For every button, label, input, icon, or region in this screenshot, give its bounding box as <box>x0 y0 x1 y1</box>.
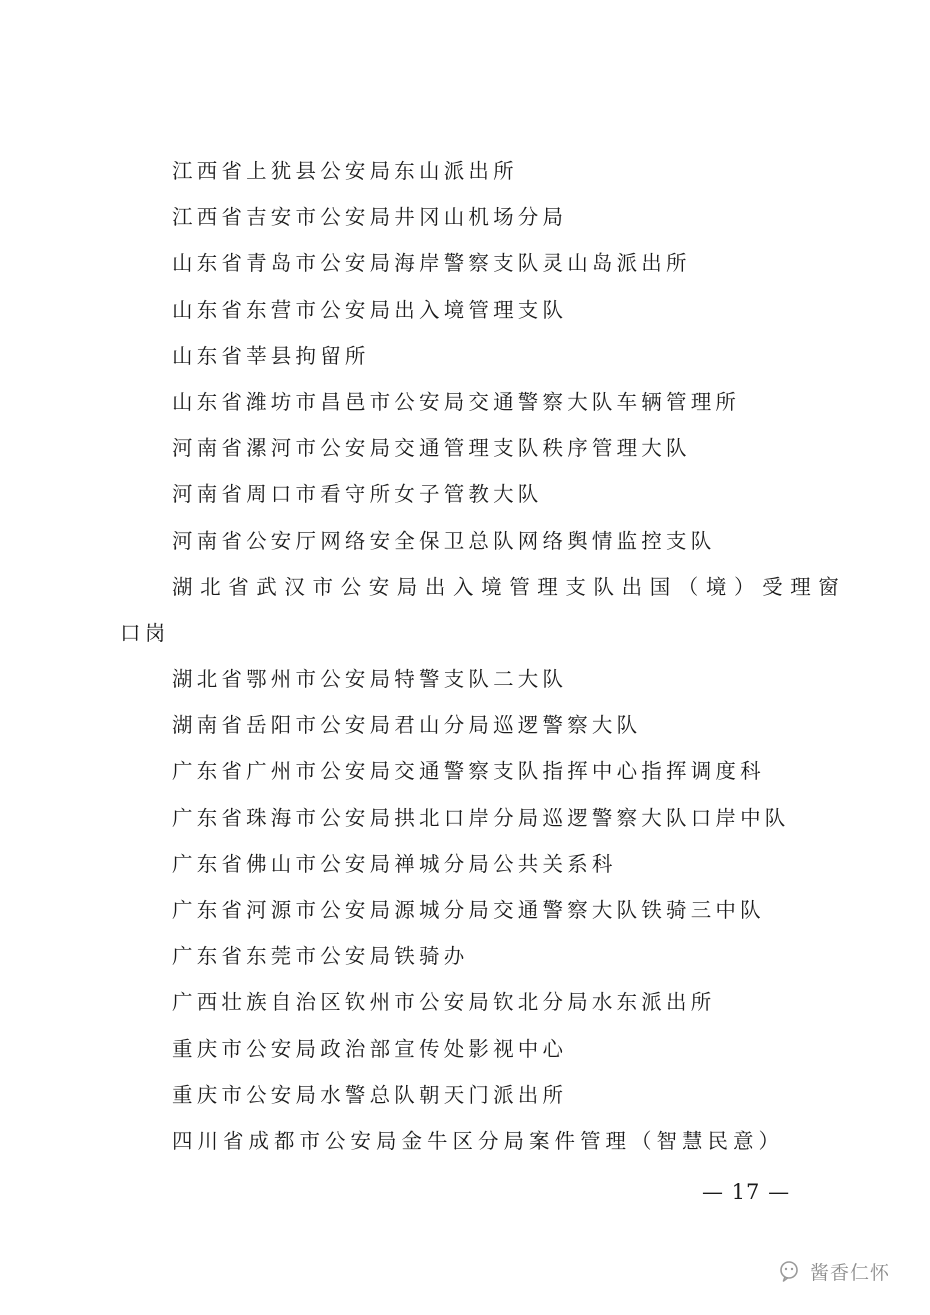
list-line: 湖南省岳阳市公安局君山分局巡逻警察大队 <box>172 713 642 738</box>
list-line: 河南省公安厅网络安全保卫总队网络舆情监控支队 <box>172 528 716 553</box>
unit-list <box>120 148 847 1164</box>
list-line: 广东省广州市公安局交通警察支队指挥中心指挥调度科 <box>172 759 765 784</box>
list-line: 河南省漯河市公安局交通管理支队秩序管理大队 <box>172 436 691 461</box>
list-line: 四川省成都市公安局金牛区分局案件管理（智慧民意） <box>172 1128 784 1153</box>
list-line: 山东省潍坊市昌邑市公安局交通警察大队车辆管理所 <box>172 389 741 414</box>
list-line: 广东省佛山市公安局禅城分局公共关系科 <box>172 851 617 876</box>
list-line: 江西省吉安市公安局井冈山机场分局 <box>172 205 568 230</box>
list-line: 山东省莘县拘留所 <box>172 343 370 368</box>
list-line: 湖北省鄂州市公安局特警支队二大队 <box>172 667 568 692</box>
list-line: 河南省周口市看守所女子管教大队 <box>172 482 543 507</box>
list-line: 广东省河源市公安局源城分局交通警察大队铁骑三中队 <box>172 898 765 922</box>
list-line: 山东省青岛市公安局海岸警察支队灵山岛派出所 <box>172 251 691 276</box>
list-line: 广东省珠海市公安局拱北口岸分局巡逻警察大队口岸中队 <box>172 805 790 830</box>
wechat-icon <box>778 1259 804 1285</box>
list-line: 重庆市公安局水警总队朝天门派出所 <box>172 1082 568 1107</box>
watermark <box>778 1258 890 1285</box>
list-line-continuation: 口岗 <box>120 620 170 645</box>
list-line: 广东省东莞市公安局铁骑办 <box>172 944 469 969</box>
list-line: 重庆市公安局政治部宣传处影视中心 <box>172 1036 568 1061</box>
list-line: 广西壮族自治区钦州市公安局钦北分局水东派出所 <box>172 990 716 1015</box>
list-line: 江西省上犹县公安局东山派出所 <box>172 159 518 183</box>
watermark-text: 酱香仁怀 <box>810 1262 891 1284</box>
page-number: — 17 — <box>702 1180 791 1204</box>
list-line: 湖北省武汉市公安局出入境管理支队出国（境）受理窗 <box>172 574 847 599</box>
list-line: 山东省东营市公安局出入境管理支队 <box>172 297 568 322</box>
